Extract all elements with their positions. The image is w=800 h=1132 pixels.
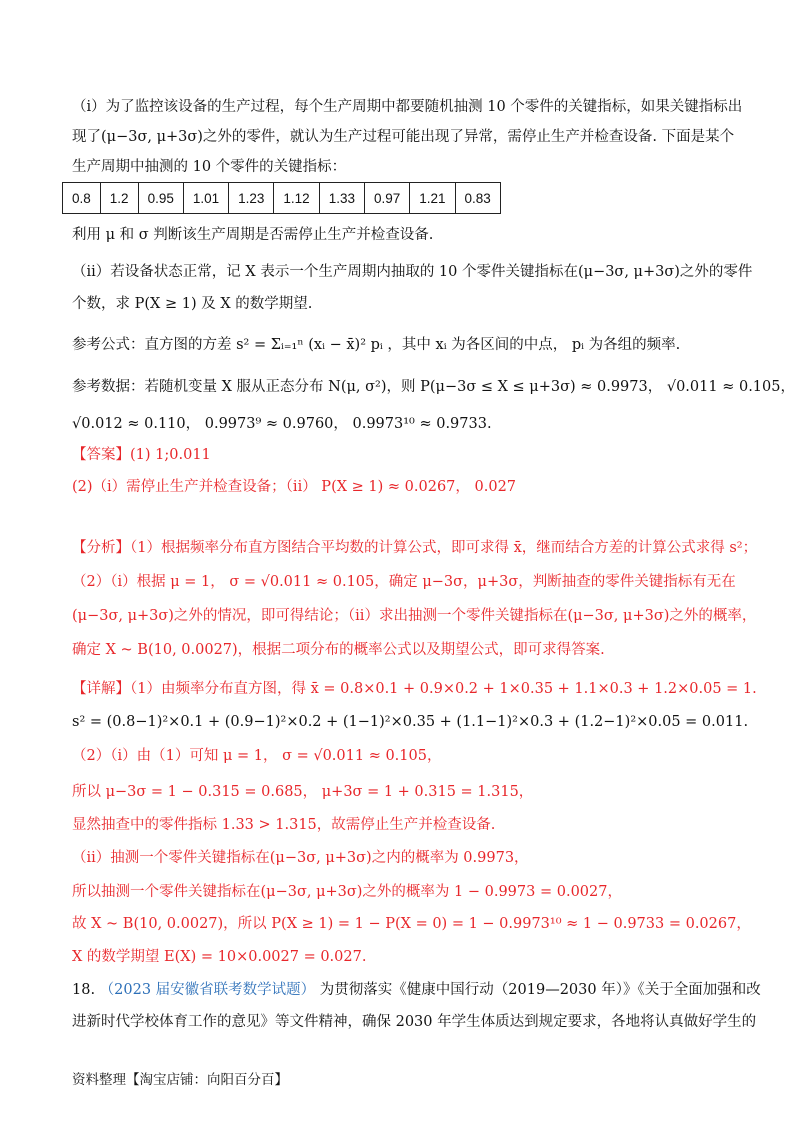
problem-source: （2023 届安徽省联考数学试题） xyxy=(99,982,316,998)
problem-number: 18. xyxy=(72,982,96,998)
detail-line-1: 【详解】（1）由频率分布直方图，得 x̄ = 0.8×0.1 + 0.9×0.2 + 1×0.35 + 1.1×0.3 + 1.2×0.05 = 1. xyxy=(72,681,757,697)
analysis-line-4: 确定 X ~ B(10, 0.0027)，根据二项分布的概率公式以及期望公式，即可求得答案. xyxy=(72,642,605,658)
table-cell: 1.2 xyxy=(100,183,138,214)
detail-line-8: 故 X ~ B(10, 0.0027)，所以 P(X ≥ 1) = 1 − P(X = 0) = 1 − 0.9973¹⁰ ≈ 1 − 0.9733 = 0.0267， xyxy=(72,916,751,932)
problem-intro: 为贯彻落实《健康中国行动（2019—2030 年）》《关于全面加强和改 xyxy=(319,982,761,998)
detail-variance-line: s² = (0.8−1)²×0.1 + (0.9−1)²×0.2 + (1−1)²×0.35 + (1.1−1)²×0.3 + (1.2−1)²×0.05 = 0.011. xyxy=(72,714,749,730)
problem-text-line-6: 个数，求 P(X ≥ 1) 及 X 的数学期望. xyxy=(72,296,313,312)
detail-line-3: （2）（i）由（1）可知 μ = 1， σ = √0.011 ≈ 0.105， xyxy=(72,748,442,764)
table-cell: 1.21 xyxy=(410,183,455,214)
detail-line-5: 显然抽查中的零件指标 1.33 > 1.315，故需停止生产并检查设备. xyxy=(72,817,496,833)
reference-formula-line: 参考公式：直方图的方差 s² = Σᵢ₌₁ⁿ (xᵢ − x̄)² pᵢ ，其中 xᵢ 为各区间的中点， pᵢ 为各组的频率. xyxy=(72,337,681,353)
table-cell: 0.83 xyxy=(455,183,500,214)
footer-credit: 资料整理【淘宝店铺：向阳百分百】 xyxy=(72,1072,288,1088)
table-cell: 1.23 xyxy=(229,183,274,214)
table-cell: 1.01 xyxy=(183,183,228,214)
detail-line-4: 所以 μ−3σ = 1 − 0.315 = 0.685， μ+3σ = 1 + 0.315 = 1.315， xyxy=(72,784,534,800)
problem-text-line-5: （ii）若设备状态正常，记 X 表示一个生产周期内抽取的 10 个零件关键指标在(μ−3σ, μ+3σ)之外的零件 xyxy=(72,264,753,280)
detail-line-6: （ii）抽测一个零件关键指标在(μ−3σ, μ+3σ)之内的概率为 0.9973， xyxy=(72,850,529,866)
table-cell: 1.33 xyxy=(319,183,364,214)
problem-text-line-2: 现了(μ−3σ, μ+3σ)之外的零件，就认为生产过程可能出现了异常，需停止生产并检查设备. 下面是某个 xyxy=(72,129,735,145)
answer-line-2: (2)（i）需停止生产并检查设备；（ii） P(X ≥ 1) ≈ 0.0267， 0.027 xyxy=(72,479,517,495)
answer-line-1: 【答案】(1) 1;0.011 xyxy=(72,447,211,463)
analysis-line-2: （2）（i）根据 μ = 1， σ = √0.011 ≈ 0.105，确定 μ−3σ，μ+3σ，判断抽查的零件关键指标有无在 xyxy=(72,574,736,590)
table-cell: 0.97 xyxy=(364,183,409,214)
analysis-line-1: 【分析】（1）根据频率分布直方图结合平均数的计算公式，即可求得 x̄，继而结合方差的计算公式求得 s²； xyxy=(72,540,758,556)
key-indicator-table xyxy=(62,182,501,214)
table-cell: 1.12 xyxy=(274,183,319,214)
table-row xyxy=(63,183,501,214)
table-cell: 0.95 xyxy=(138,183,183,214)
next-problem-line-2: 进新时代学校体育工作的意见》等文件精神，确保 2030 年学生体质达到规定要求，各地将认真做好学生的 xyxy=(72,1014,757,1030)
reference-data-line-1: 参考数据：若随机变量 X 服从正态分布 N(μ, σ²)，则 P(μ−3σ ≤ X ≤ μ+3σ) ≈ 0.9973， √0.011 ≈ 0.105， xyxy=(72,379,795,395)
analysis-line-3: (μ−3σ, μ+3σ)之外的情况，即可得结论；（ii）求出抽测一个零件关键指标在(μ−3σ, μ+3σ)之外的概率， xyxy=(72,608,757,624)
problem-text-line-4: 利用 μ 和 σ 判断该生产周期是否需停止生产并检查设备. xyxy=(72,227,434,243)
table-cell: 0.8 xyxy=(63,183,101,214)
detail-line-7: 所以抽测一个零件关键指标在(μ−3σ, μ+3σ)之外的概率为 1 − 0.9973 = 0.0027， xyxy=(72,884,622,900)
next-problem-line-1 xyxy=(72,980,761,1000)
detail-line-9: X 的数学期望 E(X) = 10×0.0027 = 0.027. xyxy=(72,949,367,965)
reference-data-line-2: √0.012 ≈ 0.110， 0.9973⁹ ≈ 0.9760， 0.9973¹⁰ ≈ 0.9733. xyxy=(72,416,492,432)
problem-text-line-1: （i）为了监控该设备的生产过程，每个生产周期中都要随机抽测 10 个零件的关键指标，如果关键指标出 xyxy=(72,99,743,115)
problem-text-line-3: 生产周期中抽测的 10 个零件的关键指标： xyxy=(72,159,347,175)
